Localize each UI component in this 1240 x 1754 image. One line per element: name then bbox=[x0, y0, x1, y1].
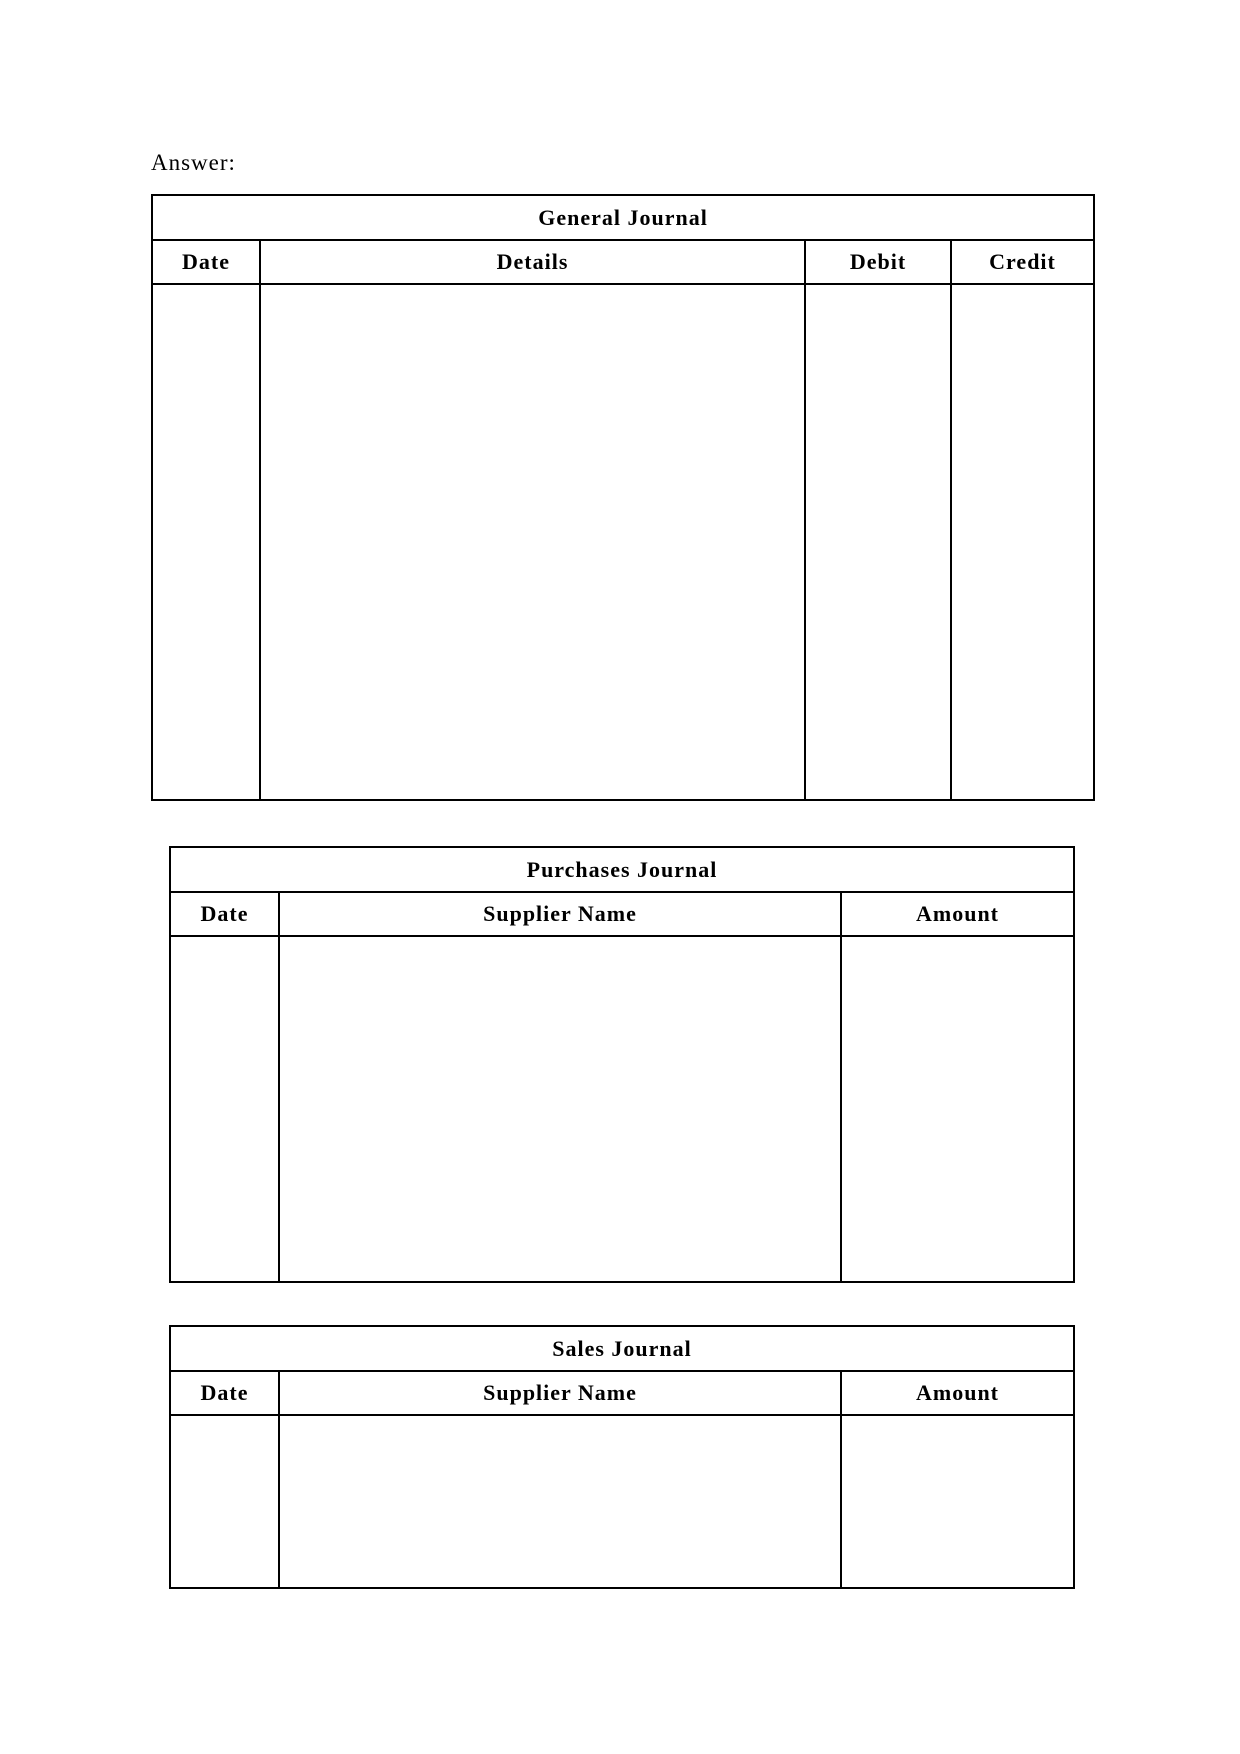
purchases-journal-table bbox=[169, 846, 1075, 1283]
table-header-row bbox=[170, 1371, 1074, 1415]
column-header-supplier-name: Supplier Name bbox=[279, 1371, 841, 1415]
table-title-row bbox=[152, 195, 1094, 240]
general-journal-table bbox=[151, 194, 1095, 801]
table-row bbox=[170, 936, 1074, 1282]
amount-cell[interactable] bbox=[841, 1415, 1074, 1588]
table-row bbox=[170, 1415, 1074, 1588]
column-header-date: Date bbox=[170, 1371, 279, 1415]
table-title: Sales Journal bbox=[170, 1326, 1074, 1371]
column-header-details: Details bbox=[260, 240, 805, 284]
table-row bbox=[152, 284, 1094, 800]
credit-cell[interactable] bbox=[951, 284, 1094, 800]
answer-label: Answer: bbox=[151, 150, 236, 175]
supplier-name-cell[interactable] bbox=[279, 1415, 841, 1588]
debit-cell[interactable] bbox=[805, 284, 951, 800]
table-title: General Journal bbox=[152, 195, 1094, 240]
table-header-row bbox=[152, 240, 1094, 284]
column-header-debit: Debit bbox=[805, 240, 951, 284]
column-header-amount: Amount bbox=[841, 1371, 1074, 1415]
date-cell[interactable] bbox=[170, 1415, 279, 1588]
amount-cell[interactable] bbox=[841, 936, 1074, 1282]
supplier-name-cell[interactable] bbox=[279, 936, 841, 1282]
details-cell[interactable] bbox=[260, 284, 805, 800]
column-header-amount: Amount bbox=[841, 892, 1074, 936]
column-header-credit: Credit bbox=[951, 240, 1094, 284]
sales-journal-table bbox=[169, 1325, 1075, 1589]
date-cell[interactable] bbox=[152, 284, 260, 800]
date-cell[interactable] bbox=[170, 936, 279, 1282]
column-header-supplier-name: Supplier Name bbox=[279, 892, 841, 936]
column-header-date: Date bbox=[152, 240, 260, 284]
table-title-row bbox=[170, 1326, 1074, 1371]
column-header-date: Date bbox=[170, 892, 279, 936]
table-title: Purchases Journal bbox=[170, 847, 1074, 892]
table-title-row bbox=[170, 847, 1074, 892]
table-header-row bbox=[170, 892, 1074, 936]
